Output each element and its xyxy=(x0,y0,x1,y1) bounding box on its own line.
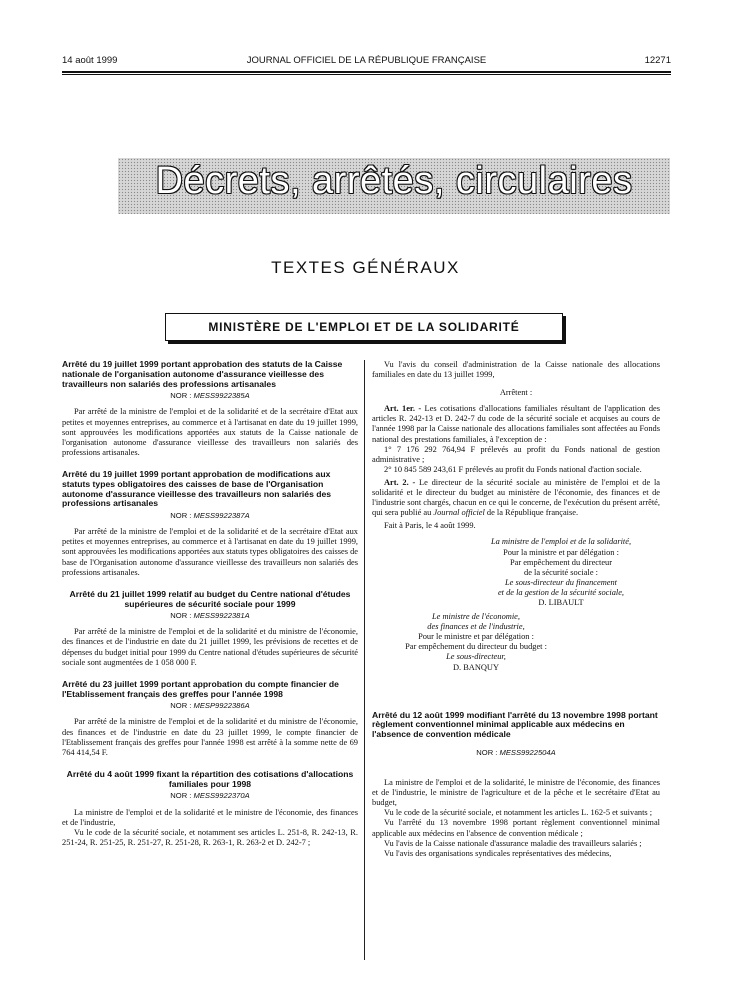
header-rule-thin xyxy=(62,74,671,75)
article-title: Arrêté du 19 juillet 1999 portant approbation de modifications aux statuts types obligatoires des caisses de base de l'Organisation autonome d'assurance vieillesse des travailleurs non salariés des professions artisanales xyxy=(62,468,332,509)
article-body: Par arrêté de la ministre de l'emploi et de la solidarité et de la secrétaire d'Etat aux petites et moyennes entreprises, au commerce et à l'artisanat en date du 19 juillet 1999, sont approuvées les modifications apportées aux statuts types obligatoires des caisses de base de l'Organisation autonome d'assurance vieillesse des travailleurs non salariés des professions artisanales. xyxy=(62,527,358,577)
nor-code: MESS9922504A xyxy=(499,748,556,758)
signature-block-1 xyxy=(372,537,660,608)
signature-line: Par empêchement du directeur du budget : xyxy=(405,642,547,652)
nor-reference: NOR : MESS9922385A xyxy=(170,391,250,401)
article-2-paragraph: Art. 2. - Le directeur de la sécurité sociale au ministère de l'emploi et de la solidarité et le directeur du budget au ministère de l'économie, des finances et de l'industrie sont chargés, chacun en ce qui le concerne, de l'exécution du présent arrêté, qui sera publié au Journal officiel de la République française. xyxy=(372,477,661,518)
right-column xyxy=(372,360,660,871)
nor-code: MESP9922386A xyxy=(193,701,250,711)
signature-line: D. BANQUY xyxy=(452,662,500,672)
article-4 xyxy=(62,680,358,758)
article-paragraph: Vu l'avis du conseil d'administration de la Caisse nationale des allocations familiales en date du 13 juillet 1999, xyxy=(372,360,660,380)
nor-reference: NOR : MESS9922504A xyxy=(476,748,556,758)
column-divider xyxy=(364,360,365,960)
header-page-number: 12271 xyxy=(644,55,671,66)
article-body: Par arrêté de la ministre de l'emploi et de la solidarité et du ministre de l'économie, des finances et de l'industrie en date du 23 juillet 1999, le compte financier de l'Etablissement français des greffes pour l'année 1998 est arrêté à la somme nette de 69 764 414,54 F. xyxy=(62,717,358,757)
nor-code: MESS9922370A xyxy=(193,791,250,801)
nor-code: MESS9922387A xyxy=(193,511,250,521)
banner-title: Décrets, arrêtés, circulaires xyxy=(155,160,633,202)
header-date: 14 août 1999 xyxy=(62,55,118,66)
signature-line: Pour la ministre et par délégation : xyxy=(503,547,619,557)
article-title: Arrêté du 21 juillet 1999 relatif au budget du Centre national d'études supérieures de sécurité sociale pour 1999 xyxy=(69,588,351,609)
running-header xyxy=(62,55,671,71)
nor-reference: NOR : MESS9922387A xyxy=(170,511,250,521)
arretent-heading: Arrêtent : xyxy=(499,388,533,398)
article-number: Art. 2. - xyxy=(384,477,416,487)
article-1-paragraph: Art. 1er. - Les cotisations d'allocations familiales résultant de l'application des articles R. 242-13 et D. 242-7 du code de la sécurité sociale et acquises au cours de l'année 1998 par la Caisse nationale des allocations familiales sont affectées au Fonds national des prestations familiales, à l'exception de : xyxy=(372,404,660,444)
signature-line: D. LIBAULT xyxy=(538,597,584,607)
header-journal-name: JOURNAL OFFICIEL DE LA RÉPUBLIQUE FRANÇAISE xyxy=(246,55,487,66)
article-paragraph: La ministre de l'emploi et de la solidarité, le ministre de l'économie, des finances et de l'industrie, le ministre de l'agriculture et de la pêche et le secrétaire d'Etat au budget, xyxy=(372,778,660,808)
header-rule xyxy=(62,71,671,73)
signature-line: des finances et de l'industrie, xyxy=(427,622,525,632)
nor-code: MESS9922381A xyxy=(193,611,250,621)
list-item: 2° 10 845 589 243,61 F prélevés au profit du Fonds national d'action sociale. xyxy=(384,464,642,474)
article-title: Arrêté du 19 juillet 1999 portant approbation des statuts de la Caisse nationale de l'organisation autonome d'assurance vieillesse des travailleurs non salariés des professions artisanales xyxy=(62,359,343,389)
signature-line: Le sous-directeur, xyxy=(446,652,506,662)
article-body: Par arrêté de la ministre de l'emploi et de la solidarité et du ministre de l'économie, des finances et de l'industrie en date du 21 juillet 1999, les prévisions de recettes et de dépenses du budget initial pour 1999 du Centre national d'études supérieures de sécurité sociale sont augmentées de 1 058 000 F. xyxy=(62,627,358,667)
signature-line: de la sécurité sociale : xyxy=(524,567,598,577)
left-column xyxy=(62,360,358,860)
article-number: Art. 1er. - xyxy=(384,404,422,414)
signature-line: et de la gestion de la sécurité sociale, xyxy=(497,587,625,597)
signature-line: La ministre de l'emploi et de la solidarité, xyxy=(490,537,632,547)
article-paragraph: La ministre de l'emploi et de la solidarité et le ministre de l'économie, des finances et de l'industrie, xyxy=(62,807,358,827)
signature-line: Par empêchement du directeur xyxy=(509,557,613,567)
signature-line: Le sous-directeur du financement xyxy=(504,577,618,587)
ministry-box xyxy=(165,313,563,341)
article-paragraph: Vu l'avis de la Caisse nationale d'assurance maladie des travailleurs salariés ; xyxy=(384,838,642,848)
article-body: Par arrêté de la ministre de l'emploi et de la solidarité et de la secrétaire d'Etat aux petites et moyennes entreprises, au commerce et à l'artisanat en date du 19 juillet 1999, sont approuvées les modifications apportées aux statuts de la Caisse nationale de l'organisation autonome d'assurance vieillesse des travailleurs non salariés des professions artisanales. xyxy=(62,407,358,457)
signature-line: Pour le ministre et par délégation : xyxy=(418,632,534,642)
article-title: Arrêté du 23 juillet 1999 portant approbation du compte financier de l'Etablissement français des greffes pour l'année 1998 xyxy=(62,678,339,699)
article-5 xyxy=(62,770,358,848)
nor-reference: NOR : MESS9922370A xyxy=(170,791,250,801)
signature-block-2 xyxy=(372,612,660,673)
article-title: Arrêté du 4 août 1999 fixant la répartition des cotisations d'allocations familiales pour 1998 xyxy=(66,768,354,789)
article-paragraph: Vu le code de la sécurité sociale, et notamment les articles L. 162-5 et suivants ; xyxy=(384,808,653,818)
article-title: Arrêté du 12 août 1999 modifiant l'arrêté du 13 novembre 1998 portant règlement conventionnel minimal applicable aux médecins en l'absence de convention médicale xyxy=(372,709,658,740)
nor-reference: NOR : MESP9922386A xyxy=(170,701,250,711)
article-6 xyxy=(372,711,660,859)
article-3 xyxy=(62,590,358,668)
article-2 xyxy=(62,470,358,578)
article-paragraph: Vu l'arrêté du 13 novembre 1998 portant règlement conventionnel minimal applicable aux médecins en l'absence de convention médicale ; xyxy=(372,818,660,838)
article-paragraph: Vu le code de la sécurité sociale, et notamment ses articles L. 251-8, R. 242-13, R. 251-24, R. 251-25, R. 251-27, R. 251-28, R. 263-1, R. 263-2 et D. 242-7 ; xyxy=(62,827,358,847)
section-title: TEXTES GÉNÉRAUX xyxy=(271,258,460,277)
fait-date: Fait à Paris, le 4 août 1999. xyxy=(384,521,476,531)
nor-code: MESS9922385A xyxy=(193,391,250,401)
article-paragraph: Vu l'avis des organisations syndicales représentatives des médecins, xyxy=(384,848,612,858)
section-banner xyxy=(118,158,670,214)
article-1 xyxy=(62,360,358,458)
list-item: 1° 7 176 292 764,94 F prélevés au profit du Fonds national de gestion administrative ; xyxy=(372,444,660,464)
ministry-name: MINISTÈRE DE L'EMPLOI ET DE LA SOLIDARITÉ xyxy=(208,320,520,334)
signature-line: Le ministre de l'économie, xyxy=(431,612,520,622)
nor-reference: NOR : MESS9922381A xyxy=(170,611,250,621)
